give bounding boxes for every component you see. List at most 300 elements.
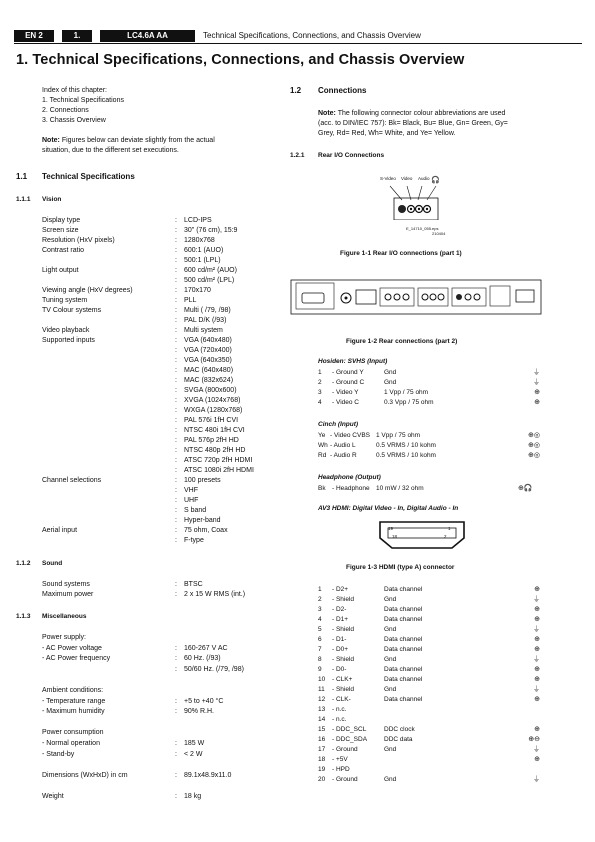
- pin-row: [318, 715, 540, 725]
- pin-spec: Data channel: [384, 666, 423, 673]
- spec-label: - AC Power voltage: [42, 644, 102, 652]
- model-badge: LC4.6A AA: [100, 30, 195, 42]
- pin-spec: DDC clock: [384, 726, 415, 733]
- spec-row: [42, 246, 292, 256]
- rear-connections-figure-2: [290, 278, 545, 320]
- input-icon: ⊕: [534, 696, 540, 703]
- spec-colon: :: [175, 317, 177, 324]
- spec-colon: :: [175, 740, 177, 747]
- pin-code: 18: [318, 756, 326, 763]
- connector-panel-drawing: [380, 184, 442, 220]
- pin-code: 20: [318, 776, 326, 783]
- pin-name: - CLK+: [332, 676, 353, 683]
- ground-icon: ⏚: [533, 379, 540, 386]
- spec-label: Viewing angle (HxV degrees): [42, 287, 133, 294]
- spec-row: [42, 216, 292, 226]
- pin-row: [318, 585, 540, 595]
- pin-row: [318, 595, 540, 605]
- spec-row: [42, 792, 292, 802]
- spec-colon: :: [175, 750, 177, 758]
- subsection-number: 1.1.3: [16, 613, 31, 620]
- pin-row: [318, 451, 540, 461]
- spec-value: Multi system: [184, 327, 223, 334]
- spec-value: PAL D/K (/93): [184, 317, 227, 324]
- pin-label: 1: [448, 526, 451, 531]
- ground-icon: ⏚: [533, 369, 540, 376]
- pin-spec: Data channel: [384, 696, 423, 703]
- spec-colon: :: [175, 665, 177, 673]
- pin-code: Wh: [318, 442, 328, 449]
- pin-name: - D1+: [332, 616, 349, 623]
- spec-row: [42, 580, 292, 590]
- pin-code: 17: [318, 746, 326, 753]
- pin-row: [318, 755, 540, 765]
- pin-spec: Data channel: [384, 606, 423, 613]
- note-text-2: (acc. to DIN/IEC 757): Bk= Black, Bu= Blue, Gn= Green, Gy=: [318, 120, 508, 127]
- pin-label: 2: [444, 534, 447, 539]
- pin-code: 14: [318, 716, 326, 723]
- note-label: Note:: [318, 110, 336, 117]
- pin-code: 11: [318, 686, 325, 693]
- svhs-title: Hosiden: SVHS (Input): [318, 358, 388, 365]
- hdmi-connector-figure: [378, 520, 478, 554]
- spec-value: LCD-IPS: [184, 217, 212, 224]
- pin-code: 2: [318, 379, 322, 386]
- headphone-icon: ⊕🎧: [518, 485, 533, 492]
- spec-value: 18 kg: [184, 793, 202, 800]
- spec-colon: :: [175, 644, 177, 652]
- spec-row: [42, 376, 292, 386]
- spec-colon: :: [175, 337, 177, 344]
- pin-name: - Ground C: [332, 379, 365, 386]
- spec-label: Tuning system: [42, 297, 88, 304]
- spec-value: VGA (720x400): [184, 347, 232, 354]
- spec-row: [42, 590, 292, 600]
- pin-name: - Shield: [332, 626, 355, 633]
- pin-name: - Video C: [332, 399, 359, 406]
- ground-icon: ⏚: [533, 746, 540, 753]
- spec-value: 2 x 15 W RMS (int.): [184, 591, 246, 598]
- spec-colon: :: [175, 237, 177, 244]
- note-text: The following connector colour abbreviations are used: [335, 110, 506, 117]
- spec-label: Power supply:: [42, 634, 86, 641]
- spec-row: [42, 675, 292, 685]
- figure-caption: Figure 1-1 Rear I/O connections (part 1): [340, 250, 462, 257]
- pin-row: [318, 675, 540, 685]
- chapter-index: [42, 86, 124, 126]
- pin-name: - Ground: [332, 776, 358, 783]
- spec-colon: :: [175, 357, 177, 364]
- pin-spec: 10 mW / 32 ohm: [376, 485, 424, 492]
- pin-name: - CLK-: [332, 696, 351, 703]
- pin-row: [318, 695, 540, 705]
- pin-name: - HPD: [332, 766, 350, 773]
- pin-spec: Data channel: [384, 616, 423, 623]
- pin-code: 3: [318, 606, 322, 613]
- ground-icon: ⏚: [533, 686, 540, 693]
- spec-row: [42, 296, 292, 306]
- spec-colon: :: [175, 477, 177, 484]
- spec-row: [42, 406, 292, 416]
- spec-value: 160-267 V AC: [184, 644, 228, 652]
- spec-row: [42, 396, 292, 406]
- spec-colon: :: [175, 708, 177, 716]
- pin-name: - Ground Y: [332, 369, 364, 376]
- spec-value: VGA (640x480): [184, 337, 232, 344]
- input-icon: ⊕: [534, 389, 540, 396]
- pin-spec: 0.5 VRMS / 10 kohm: [376, 452, 436, 459]
- spec-colon: :: [175, 507, 177, 514]
- spec-row: [42, 665, 292, 675]
- pin-code: 15: [318, 726, 326, 733]
- spec-colon: :: [175, 487, 177, 494]
- spec-value: VHF: [184, 487, 198, 494]
- spec-row: [42, 536, 292, 546]
- note-right: [318, 109, 583, 139]
- spec-value: 60 Hz. (/93): [184, 655, 221, 663]
- spec-label: Dimensions (WxHxD) in cm: [42, 771, 128, 779]
- headphone-row: [318, 484, 540, 494]
- pin-code: 1: [318, 586, 322, 593]
- ground-icon: ⏚: [533, 596, 540, 603]
- section-title: Technical Specifications: [42, 172, 135, 181]
- spec-value: 170x170: [184, 287, 211, 294]
- spec-row: [42, 486, 292, 496]
- pin-spec: DDC data: [384, 736, 413, 743]
- pin-code: 5: [318, 626, 322, 633]
- subsection-number: 1.1.2: [16, 560, 31, 567]
- spec-value: PLL: [184, 297, 197, 304]
- chapter-number-badge: 1.: [62, 30, 92, 42]
- spec-colon: :: [175, 591, 177, 598]
- spec-colon: :: [175, 437, 177, 444]
- header-title: Technical Specifications, Connections, and Chassis Overview: [203, 31, 421, 40]
- pin-code: 16: [318, 736, 326, 743]
- spec-colon: :: [175, 457, 177, 464]
- spec-colon: :: [175, 397, 177, 404]
- spec-colon: :: [175, 793, 177, 800]
- pin-name: - D2+: [332, 586, 349, 593]
- spec-colon: :: [175, 377, 177, 384]
- input-icon: ⊕: [534, 666, 540, 673]
- pin-name: - Video Y: [332, 389, 359, 396]
- spec-row: [42, 436, 292, 446]
- spec-colon: :: [175, 581, 177, 588]
- section-number: 1.2: [290, 86, 302, 95]
- headphone-title: Headphone (Output): [318, 474, 381, 481]
- figure-date: 210404: [432, 231, 446, 236]
- spec-label: Display type: [42, 217, 81, 224]
- input-icon: ⊕: [534, 646, 540, 653]
- spec-row: [42, 276, 292, 286]
- pin-name: - D0+: [332, 646, 349, 653]
- pin-row: [318, 705, 540, 715]
- pin-name: - Shield: [332, 596, 355, 603]
- pin-spec: 1 Vpp / 75 ohm: [376, 432, 421, 439]
- spec-value: WXGA (1280x768): [184, 407, 243, 414]
- subsection-title: Sound: [42, 560, 63, 567]
- spec-colon: :: [175, 497, 177, 504]
- pin-name: - DDC_SCL: [332, 726, 367, 733]
- pin-spec: Gnd: [384, 686, 397, 693]
- pin-code: 2: [318, 596, 322, 603]
- audio-label: Audio: [418, 176, 430, 181]
- section-number: 1.1: [16, 172, 28, 181]
- spec-row: [42, 781, 292, 791]
- spec-label: Light output: [42, 267, 79, 274]
- spec-row: [42, 760, 292, 770]
- spec-row: [42, 306, 292, 316]
- spec-row: [42, 633, 292, 643]
- spec-value: Multi ( /79, /98): [184, 307, 231, 314]
- spec-row: [42, 336, 292, 346]
- ground-icon: ⏚: [533, 626, 540, 633]
- spec-label: Weight: [42, 793, 64, 800]
- pin-row: [318, 665, 540, 675]
- spec-row: [42, 256, 292, 266]
- spec-row: [42, 456, 292, 466]
- spec-row: [42, 476, 292, 486]
- pin-code: 7: [318, 646, 322, 653]
- input-icon: ⊕: [534, 399, 540, 406]
- spec-value: 30" (76 cm), 15:9: [184, 227, 238, 234]
- headphone-icon: 🎧: [431, 177, 440, 184]
- spec-colon: :: [175, 655, 177, 663]
- pin-name: - Audio L: [330, 442, 356, 449]
- spec-label: Channel selections: [42, 477, 102, 484]
- spec-colon: :: [175, 447, 177, 454]
- spec-row: [42, 644, 292, 654]
- spec-row: [42, 526, 292, 536]
- spec-row: [42, 718, 292, 728]
- cinch-title: Cinch (Input): [318, 421, 359, 428]
- pin-code: 4: [318, 616, 322, 623]
- hdmi-title: AV3 HDMI: Digital Video - In, Digital Audio - In: [318, 505, 459, 512]
- spec-value: S band: [184, 507, 207, 514]
- pin-code: 4: [318, 399, 322, 406]
- subsection-title: Vision: [42, 196, 62, 203]
- index-item: 2. Connections: [42, 107, 89, 114]
- pin-spec: Data channel: [384, 586, 423, 593]
- spec-row: [42, 750, 292, 760]
- input-icon: ⊕◎: [528, 452, 540, 459]
- spec-colon: :: [175, 217, 177, 224]
- spec-colon: :: [175, 247, 177, 254]
- note-text-3: Grey, Rd= Red, Wh= White, and Ye= Yellow.: [318, 130, 456, 137]
- pin-name: - D1-: [332, 636, 347, 643]
- index-item: 3. Chassis Overview: [42, 117, 106, 124]
- note-label: Note:: [42, 137, 60, 144]
- spec-row: [42, 686, 292, 696]
- page-title: 1. Technical Specifications, Connections, and Chassis Overview: [16, 52, 465, 68]
- spec-colon: :: [175, 427, 177, 434]
- pin-code: 1: [318, 369, 322, 376]
- spec-row: [42, 496, 292, 506]
- spec-label: Video playback: [42, 327, 90, 334]
- pin-name: - D2-: [332, 606, 347, 613]
- pin-row: [318, 431, 540, 441]
- spec-label: - Normal operation: [42, 740, 100, 747]
- input-icon: ⊕: [534, 676, 540, 683]
- spec-value: +5 to +40 °C: [184, 697, 224, 705]
- pin-spec: Data channel: [384, 676, 423, 683]
- note-text-2: situation, due to the different set executions.: [42, 147, 179, 154]
- spec-row: [42, 516, 292, 526]
- pin-row: [318, 441, 540, 451]
- spec-label: - Stand-by: [42, 750, 75, 758]
- pin-row: [318, 398, 540, 408]
- header-rule: [14, 43, 582, 44]
- pin-code: 13: [318, 706, 326, 713]
- spec-value: F-type: [184, 537, 204, 544]
- spec-label: Ambient conditions:: [42, 687, 104, 694]
- spec-row: [42, 316, 292, 326]
- pin-code: 19: [318, 766, 326, 773]
- pin-name: - Shield: [332, 656, 355, 663]
- spec-value: BTSC: [184, 581, 203, 588]
- subsection-title: Miscellaneous: [42, 613, 87, 620]
- input-icon: ⊕: [534, 606, 540, 613]
- spec-value: NTSC 480p 2fH HD: [184, 447, 246, 454]
- input-icon: ⊕: [534, 616, 540, 623]
- pin-row: [318, 625, 540, 635]
- spec-row: [42, 771, 292, 781]
- ground-icon: ⏚: [533, 776, 540, 783]
- pin-code: 10: [318, 676, 326, 683]
- pin-spec: Gnd: [384, 379, 397, 386]
- spec-label: Screen size: [42, 227, 79, 234]
- spec-colon: :: [175, 257, 177, 264]
- spec-colon: :: [175, 277, 177, 284]
- spec-value: ATSC 720p 2fH HDMI: [184, 457, 253, 464]
- spec-row: [42, 728, 292, 738]
- spec-label: Contrast ratio: [42, 247, 85, 254]
- spec-label: TV Colour systems: [42, 307, 102, 314]
- spec-colon: :: [175, 387, 177, 394]
- spec-value: 185 W: [184, 740, 205, 747]
- spec-row: [42, 506, 292, 516]
- pin-row: [318, 775, 540, 785]
- spec-row: [42, 346, 292, 356]
- spec-value: UHF: [184, 497, 199, 504]
- pin-spec: 0.3 Vpp / 75 ohm: [384, 399, 434, 406]
- spec-row: [42, 226, 292, 236]
- spec-value: VGA (640x350): [184, 357, 232, 364]
- spec-value: MAC (640x480): [184, 367, 234, 374]
- pin-row: [318, 765, 540, 775]
- pin-spec: 1 Vpp / 75 ohm: [384, 389, 429, 396]
- input-icon: ⊕◎: [528, 442, 540, 449]
- subsection-title: Rear I/O Connections: [318, 152, 385, 159]
- spec-colon: :: [175, 287, 177, 294]
- pin-row: [318, 745, 540, 755]
- spec-colon: :: [175, 517, 177, 524]
- figure-caption: Figure 1-2 Rear connections (part 2): [346, 338, 458, 345]
- spec-row: [42, 366, 292, 376]
- pin-row: [318, 605, 540, 615]
- input-icon: ⊕: [534, 726, 540, 733]
- spec-row: [42, 386, 292, 396]
- spec-row: [42, 286, 292, 296]
- spec-row: [42, 236, 292, 246]
- spec-value: XVGA (1024x768): [184, 397, 241, 404]
- spec-row: [42, 356, 292, 366]
- spec-colon: :: [175, 297, 177, 304]
- svideo-label: S-Video: [380, 176, 396, 181]
- spec-label: - Maximum humidity: [42, 708, 105, 716]
- pin-code: 12: [318, 696, 326, 703]
- pin-code: 9: [318, 666, 322, 673]
- pin-row: [318, 725, 540, 735]
- pin-name: - Shield: [332, 686, 355, 693]
- spec-label: Aerial input: [42, 527, 78, 534]
- spec-value: PAL 576p 2fH HD: [184, 437, 239, 444]
- spec-colon: :: [175, 367, 177, 374]
- spec-colon: :: [175, 327, 177, 334]
- spec-value: 100 presets: [184, 477, 221, 484]
- pin-code: Ye: [318, 432, 326, 439]
- spec-row: [42, 707, 292, 717]
- spec-value: 1280x768: [184, 237, 215, 244]
- spec-row: [42, 446, 292, 456]
- pin-name: - +5V: [332, 756, 348, 763]
- spec-colon: :: [175, 697, 177, 705]
- spec-label: Sound systems: [42, 581, 90, 588]
- subsection-number: 1.1.1: [16, 196, 31, 203]
- pin-name: - Ground: [332, 746, 358, 753]
- spec-row: [42, 466, 292, 476]
- pin-spec: 0.5 VRMS / 10 kohm: [376, 442, 436, 449]
- pin-label: 18: [392, 534, 398, 539]
- pin-name: - Audio R: [330, 452, 357, 459]
- pin-label: 19: [388, 526, 394, 531]
- pin-row: [318, 655, 540, 665]
- spec-colon: :: [175, 267, 177, 274]
- spec-value: PAL 576i 1fH CVI: [184, 417, 239, 424]
- spec-row: [42, 739, 292, 749]
- spec-colon: :: [175, 417, 177, 424]
- spec-colon: :: [175, 771, 177, 779]
- note-left: [42, 136, 215, 156]
- pin-code: 3: [318, 389, 322, 396]
- pin-row: [318, 615, 540, 625]
- spec-colon: :: [175, 537, 177, 544]
- spec-colon: :: [175, 407, 177, 414]
- spec-label: - Temperature range: [42, 697, 106, 705]
- index-title: Index of this chapter:: [42, 87, 107, 94]
- input-output-icon: ⊕⊖: [528, 736, 540, 743]
- pin-spec: Data channel: [384, 646, 423, 653]
- spec-value: < 2 W: [184, 750, 203, 758]
- pin-spec: Gnd: [384, 746, 397, 753]
- spec-colon: :: [175, 347, 177, 354]
- ground-icon: ⏚: [533, 656, 540, 663]
- spec-colon: :: [175, 307, 177, 314]
- input-icon: ⊕◎: [528, 432, 540, 439]
- spec-value: 90% R.H.: [184, 708, 214, 716]
- spec-row: [42, 326, 292, 336]
- spec-row: [42, 416, 292, 426]
- index-item: 1. Technical Specifications: [42, 97, 124, 104]
- spec-label: Maximum power: [42, 591, 94, 598]
- spec-value: 89.1x48.9x11.0: [184, 771, 232, 779]
- rear-io-figure-1: [380, 176, 460, 242]
- spec-value: ATSC 1080i 2fH HDMI: [184, 467, 254, 474]
- pin-code: Rd: [318, 452, 327, 459]
- pin-row: [318, 685, 540, 695]
- pin-code: 8: [318, 656, 322, 663]
- pin-spec: Data channel: [384, 636, 423, 643]
